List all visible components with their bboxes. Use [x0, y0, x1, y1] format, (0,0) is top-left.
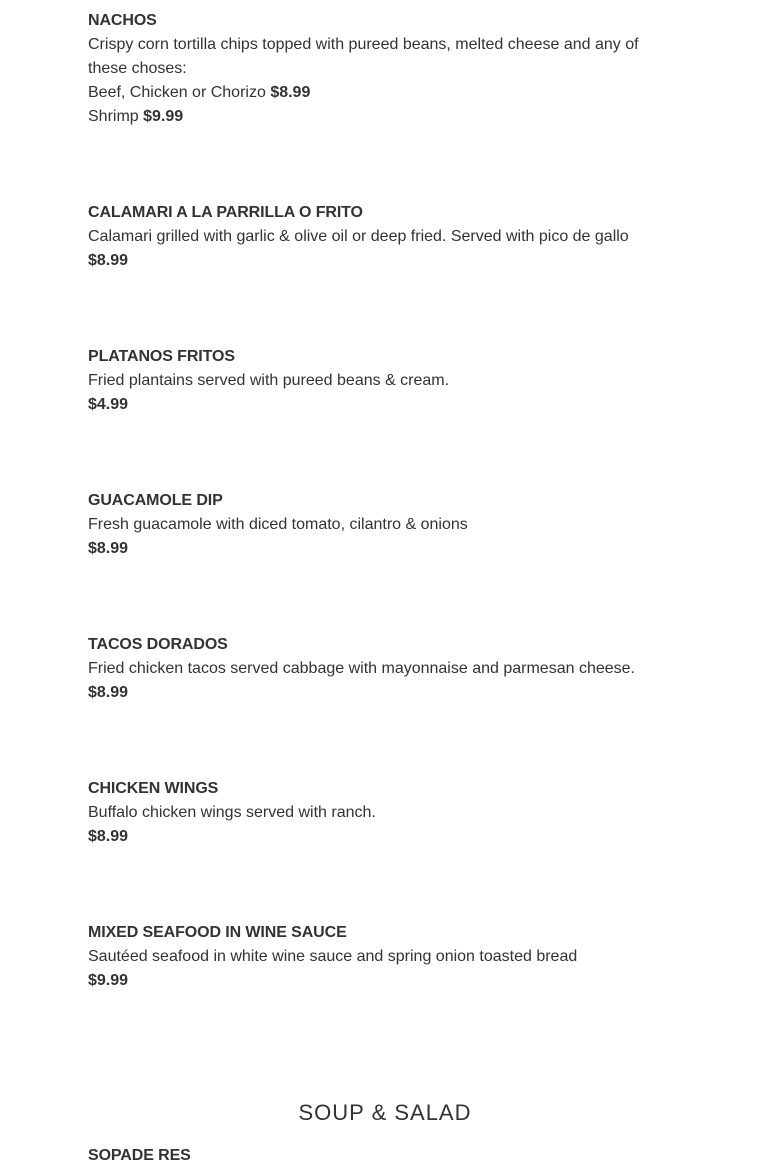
menu-item-description: Fried plantains served with pureed beans & cream.	[88, 372, 450, 389]
menu-item-name: SOPADE RES	[88, 1147, 191, 1164]
menu-item-name: GUACAMOLE DIP	[88, 492, 223, 509]
menu-item-calamari	[88, 201, 688, 273]
menu-item-description: Crispy corn tortilla chips topped with pureed beans, melted cheese and any of these choses:	[88, 36, 639, 77]
menu-item-name: CHICKEN WINGS	[88, 780, 219, 797]
menu-item-chicken-wings	[88, 777, 688, 849]
menu-item-description: Calamari grilled with garlic & olive oil or deep fried. Served with pico de gallo	[88, 228, 629, 245]
menu-item-description: Sautéed seafood in white wine sauce and spring onion toasted bread	[88, 948, 578, 965]
section-heading-soup-salad: SOUP & SALAD	[298, 1100, 472, 1125]
option-price: $9.99	[143, 108, 184, 125]
menu-item-option	[88, 105, 668, 129]
menu-item-name: CALAMARI A LA PARRILLA O FRITO	[88, 204, 363, 221]
option-label: Shrimp	[88, 108, 144, 125]
option-price: $8.99	[270, 84, 311, 101]
menu-item-price: $8.99	[88, 684, 129, 701]
menu-item-name: TACOS DORADOS	[88, 636, 228, 653]
menu-item-tacos-dorados	[88, 633, 708, 705]
option-label: Beef, Chicken or Chorizo	[88, 84, 271, 101]
menu-item-name: MIXED SEAFOOD IN WINE SAUCE	[88, 924, 347, 941]
menu-item-description: Fresh guacamole with diced tomato, cilantro & onions	[88, 516, 468, 533]
menu-item-description: Fried chicken tacos served cabbage with mayonnaise and parmesan cheese.	[88, 660, 635, 677]
menu-item-price: $8.99	[88, 828, 129, 845]
menu-item-name: PLATANOS FRITOS	[88, 348, 235, 365]
menu-item-description: Buffalo chicken wings served with ranch.	[88, 804, 376, 821]
menu-item-price: $8.99	[88, 540, 129, 557]
menu-item-platanos-fritos	[88, 345, 688, 417]
menu-item-option	[88, 81, 668, 105]
menu-item-price: $9.99	[88, 972, 129, 989]
menu-item-nachos	[88, 9, 668, 129]
menu-item-price: $8.99	[88, 252, 129, 269]
menu-item-name: NACHOS	[88, 12, 157, 29]
menu-item-price: $4.99	[88, 396, 129, 413]
menu-item-guacamole-dip	[88, 489, 688, 561]
menu-item-mixed-seafood	[88, 921, 688, 993]
